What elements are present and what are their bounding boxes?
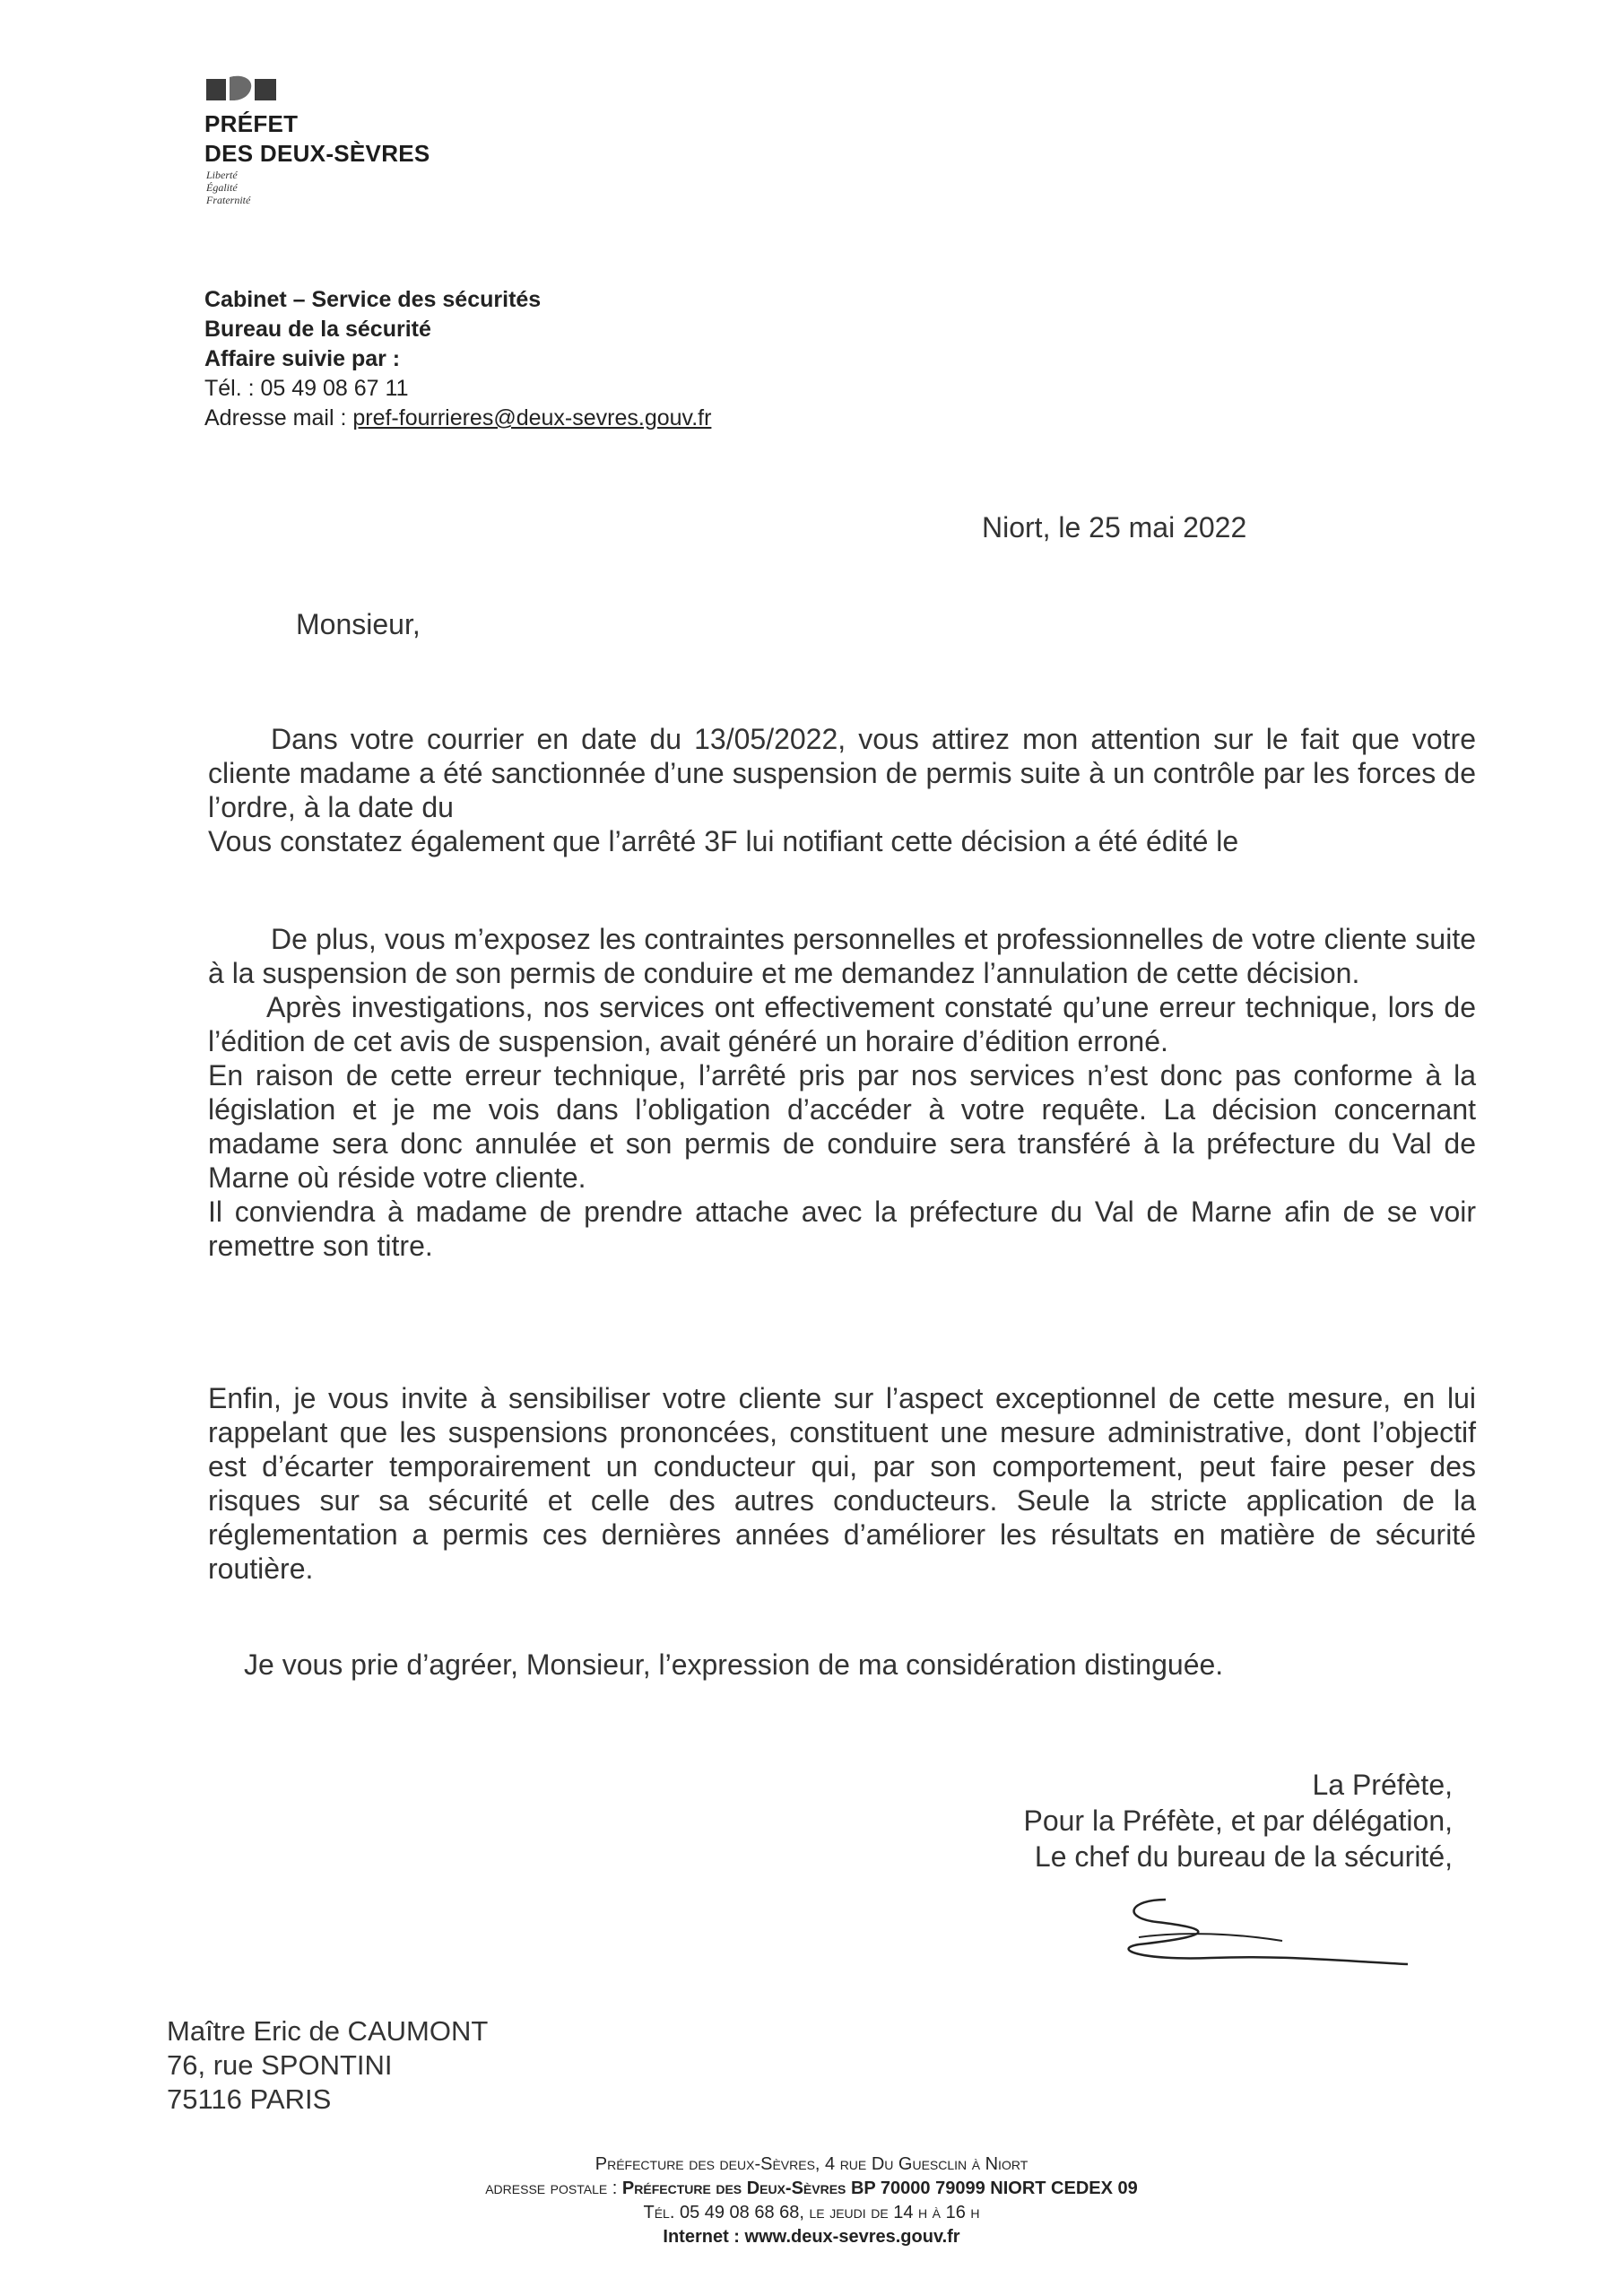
footer-line-2 xyxy=(363,2177,1260,2201)
motto-fraternite: Fraternité xyxy=(206,194,251,206)
paragraph-1-text: Dans votre courrier en date du 13/05/2022, vous attirez mon attention sur le fait que votre cliente madame a été sanctionnée d’une suspension de permis suite à un contrôle par les forces de l’ordre, à la date du xyxy=(208,723,1476,823)
prefecture-name xyxy=(204,109,430,169)
paragraph-1 xyxy=(208,722,1476,858)
paragraph-2-text: De plus, vous m’exposez les contraintes personnelles et professionnelles de votre cliente suite à la suspension de son permis de conduire et me demandez l’annulation de cette décision. xyxy=(208,923,1476,989)
signature-block xyxy=(897,1767,1453,1874)
footer-line-3: Tél. 05 49 08 68 68, le jeudi de 14 h à 16 h xyxy=(643,2203,980,2222)
paragraph-5-text: Il conviendra à madame de prendre attache avec la préfecture du Val de Marne afin de se voir remettre son titre. xyxy=(208,1196,1476,1262)
handwritten-signature xyxy=(1103,1882,1417,1980)
service-mail-row xyxy=(204,404,711,433)
paragraph-6-text: Enfin, je vous invite à sensibiliser votre cliente sur l’aspect exceptionnel de cette mesure, en lui rappelant que les suspensions prononcées, constituent une mesure administrative, dont l’objectif est d’écarter temporairement un conducteur qui, par son comportement, peut faire peser des risques sur sa sécurité et celle des autres conducteurs. Seule la stricte application de la réglementation a permis ces dernières années d’améliorer les résultats en matière de sécurité routière. xyxy=(208,1382,1476,1585)
signature-line-2: Pour la Préfète, et par délégation, xyxy=(1023,1805,1453,1837)
footer-postal-label: adresse postale : xyxy=(485,2179,622,2198)
paragraph-1b-text: Vous constatez également que l’arrêté 3F lui notifiant cette décision a été édité le xyxy=(208,825,1239,857)
paragraph-4-text: En raison de cette erreur technique, l’arrêté pris par nos services n’est donc pas conforme à la législation et je me vois dans l’obligation d’accéder à votre requête. La décision concernant madame sera donc annulée et son permis de conduire sera transféré à la préfecture du Val de Marne où réside votre cliente. xyxy=(208,1059,1476,1194)
mail-label: Adresse mail : xyxy=(204,405,353,430)
service-line-1: Cabinet – Service des sécurités xyxy=(204,287,542,312)
org-line-1: PRÉFET xyxy=(204,110,299,137)
motto-liberte: Liberté xyxy=(206,169,238,181)
recipient-city: 75116 PARIS xyxy=(167,2083,332,2115)
service-line-3: Affaire suivie par : xyxy=(204,346,401,371)
letter-date: Niort, le 25 mai 2022 xyxy=(982,511,1247,544)
service-phone: Tél. : 05 49 08 67 11 xyxy=(204,376,409,401)
closing-formula: Je vous prie d’agréer, Monsieur, l’expression de ma considération distinguée. xyxy=(244,1648,1224,1681)
recipient-name: Maître Eric de CAUMONT xyxy=(167,2015,489,2047)
republic-motto xyxy=(206,169,250,206)
motto-egalite: Égalité xyxy=(206,181,238,194)
service-block xyxy=(204,285,711,433)
recipient-street: 76, rue SPONTINI xyxy=(167,2049,393,2081)
signature-line-1: La Préfète, xyxy=(1312,1769,1453,1801)
paragraph-3-text: Après investigations, nos services ont effectivement constaté qu’une erreur technique, lors de l’édition de cet avis de suspension, avait généré un horaire d’édition erroné. xyxy=(208,991,1476,1057)
salutation: Monsieur, xyxy=(296,608,421,640)
footer-line-1: Préfecture des deux-Sèvres, 4 rue Du Guesclin à Niort xyxy=(595,2154,1028,2174)
paragraph-2 xyxy=(208,922,1476,1263)
footer xyxy=(363,2152,1260,2249)
paragraph-6 xyxy=(208,1381,1476,1586)
mail-link[interactable]: pref-fourrieres@deux-sevres.gouv.fr xyxy=(352,405,712,430)
recipient-address xyxy=(167,2014,488,2117)
footer-website[interactable]: Internet : www.deux-sevres.gouv.fr xyxy=(663,2227,960,2247)
footer-postal-value: Préfecture des Deux-Sèvres BP 70000 79099 NIORT CEDEX 09 xyxy=(621,2179,1138,2198)
service-line-2: Bureau de la sécurité xyxy=(204,317,431,342)
signature-line-3: Le chef du bureau de la sécurité, xyxy=(1034,1840,1453,1873)
org-line-2: DES DEUX-SÈVRES xyxy=(204,140,430,167)
marianne-logo-icon xyxy=(206,74,278,102)
